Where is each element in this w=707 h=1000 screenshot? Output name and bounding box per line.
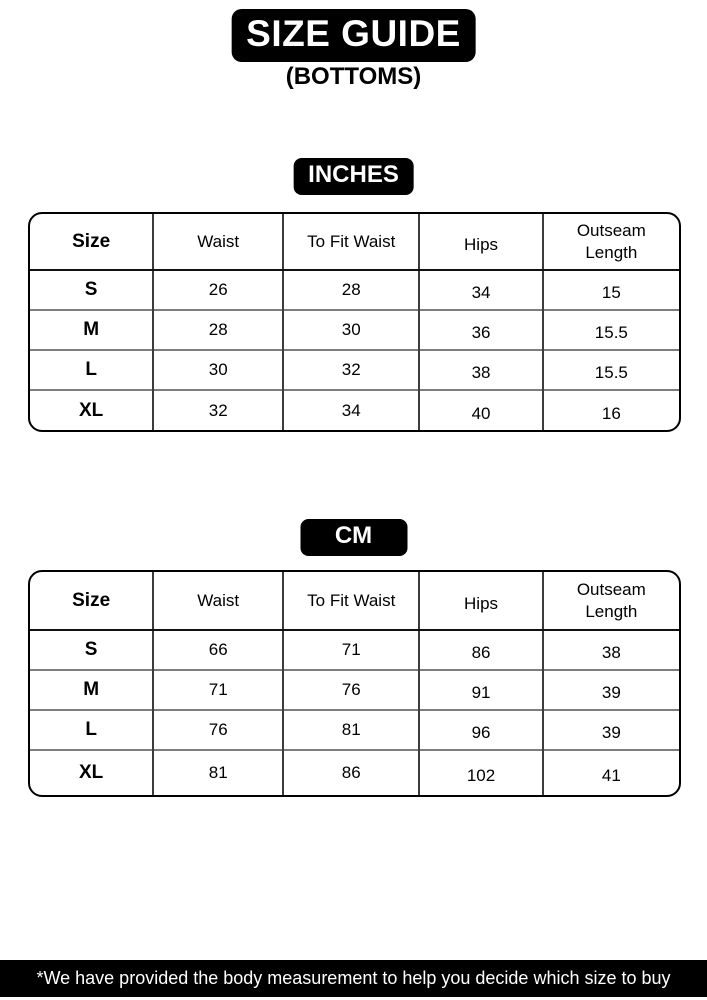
size-table-inches (28, 212, 681, 432)
measurement-value: 36 (419, 310, 542, 350)
column-header-size: Size (30, 572, 153, 630)
measurement-value: 40 (419, 390, 542, 430)
measurement-value: 91 (419, 670, 542, 710)
size-label: M (30, 670, 153, 710)
column-header-outseam-length: Outseam Length (543, 572, 679, 630)
table-row (30, 390, 679, 430)
column-header-to-fit-waist: To Fit Waist (283, 214, 419, 270)
column-header-size: Size (30, 214, 153, 270)
measurement-value: 71 (283, 630, 419, 670)
size-label: M (30, 310, 153, 350)
size-label: XL (30, 750, 153, 795)
measurement-value: 39 (543, 710, 679, 750)
table-row (30, 710, 679, 750)
measurement-value: 38 (543, 630, 679, 670)
measurement-value: 71 (153, 670, 283, 710)
column-header-waist: Waist (153, 214, 283, 270)
table-row (30, 750, 679, 795)
column-header-hips: Hips (419, 214, 542, 270)
table-row (30, 270, 679, 310)
measurement-value: 41 (543, 750, 679, 795)
measurement-value: 28 (283, 270, 419, 310)
page-subtitle: (BOTTOMS) (285, 63, 422, 90)
measurement-value: 66 (153, 630, 283, 670)
measurement-value: 15 (543, 270, 679, 310)
page-title-badge (231, 9, 476, 62)
measurement-value: 81 (153, 750, 283, 795)
unit-label-cm: CM (334, 522, 373, 549)
column-header-to-fit-waist: To Fit Waist (283, 572, 419, 630)
table-row (30, 670, 679, 710)
size-table (30, 572, 679, 795)
measurement-value: 96 (419, 710, 542, 750)
measurement-value: 32 (283, 350, 419, 390)
size-table-cm (28, 570, 681, 797)
measurement-value: 34 (419, 270, 542, 310)
size-label: L (30, 350, 153, 390)
size-label: L (30, 710, 153, 750)
table-row (30, 630, 679, 670)
size-label: S (84, 279, 98, 300)
header-row (30, 214, 679, 270)
measurement-value: 30 (283, 310, 419, 350)
header-row (30, 572, 679, 630)
unit-label-inches: INCHES (308, 161, 399, 188)
measurement-value: 38 (419, 350, 542, 390)
measurement-value: 26 (153, 270, 283, 310)
size-label: XL (30, 390, 153, 430)
measurement-value: 28 (153, 310, 283, 350)
page-title: SIZE GUIDE (246, 13, 461, 54)
measurement-value: 15.5 (543, 310, 679, 350)
footnote-text: *We have provided the body measurement to help you decide which size to buy (36, 968, 671, 988)
measurement-value: 30 (153, 350, 283, 390)
measurement-value: 86 (419, 630, 542, 670)
measurement-value: 34 (283, 390, 419, 430)
table-row (30, 350, 679, 390)
unit-badge-cm (300, 519, 407, 556)
measurement-value: 81 (283, 710, 419, 750)
measurement-value: 16 (543, 390, 679, 430)
measurement-value: 102 (419, 750, 542, 795)
size-label: S (84, 639, 98, 660)
measurement-value: 86 (283, 750, 419, 795)
unit-badge-inches (293, 158, 414, 195)
measurement-value: 15.5 (543, 350, 679, 390)
measurement-value: 32 (153, 390, 283, 430)
size-table (30, 214, 679, 430)
measurement-value: 76 (153, 710, 283, 750)
measurement-value: 76 (283, 670, 419, 710)
measurement-value: 39 (543, 670, 679, 710)
footnote-bar (0, 960, 707, 997)
column-header-outseam-length: Outseam Length (543, 214, 679, 270)
table-row (30, 310, 679, 350)
column-header-waist: Waist (153, 572, 283, 630)
column-header-hips: Hips (419, 572, 542, 630)
